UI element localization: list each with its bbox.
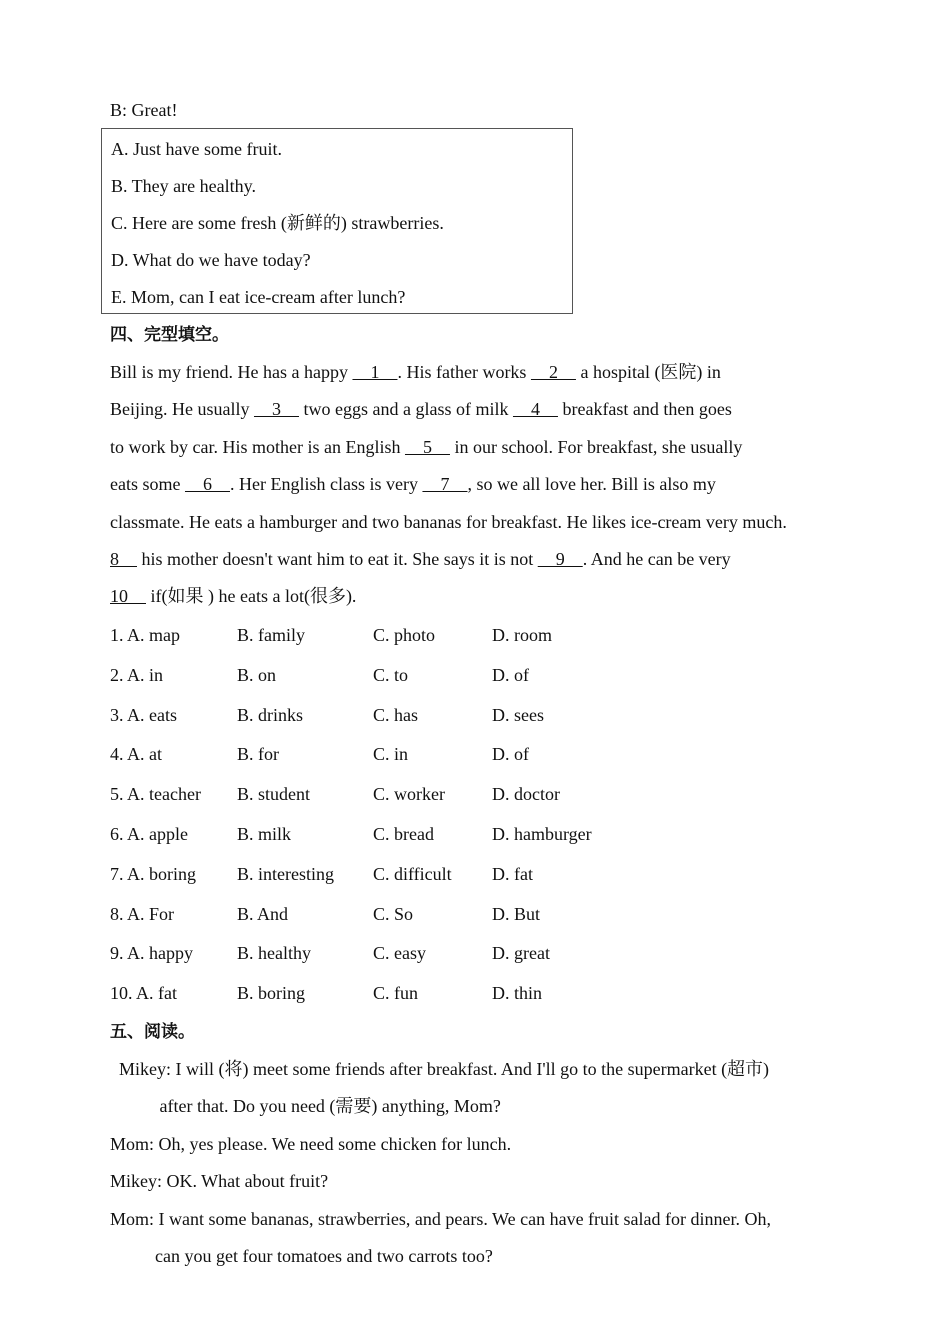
choice-option: B. on <box>237 664 277 685</box>
question-row <box>110 743 710 765</box>
question-row <box>110 664 710 686</box>
choice-option: D. of <box>492 744 529 765</box>
answer-blank: 1 <box>352 362 398 382</box>
choice-option: 1. A. map <box>110 625 180 645</box>
choice-option: C. fun <box>373 983 418 1004</box>
choice-option: 2. A. in <box>110 664 164 685</box>
dialogue-line: Mom: I want some bananas, strawberries, and pears. We can have fruit salad for dinner. Oh, <box>110 1208 772 1229</box>
question-row <box>110 863 710 885</box>
choice-option: B. And <box>237 903 289 924</box>
section-4-heading: 四、完型填空。 <box>110 325 229 345</box>
section-5-heading: 五、阅读。 <box>110 1022 195 1042</box>
passage-line <box>110 436 742 458</box>
passage-line <box>110 511 787 533</box>
choice-option: 6. A. apple <box>110 824 188 844</box>
passage-text: his mother doesn't want him to eat it. She says it is not <box>137 549 538 569</box>
passage-line <box>110 585 356 607</box>
choice-option: 5. A. teacher <box>110 784 201 805</box>
choice-option: 8. A. For <box>110 903 175 924</box>
choice-option: D. thin <box>492 983 543 1004</box>
choice-option: C. has <box>373 704 418 725</box>
choice-option: B. milk <box>237 824 292 844</box>
choice-option: B. for <box>237 744 279 765</box>
choice-option: D. But <box>492 903 541 924</box>
answer-blank: 7 <box>422 474 468 495</box>
choice-option: 10. A. fat <box>110 983 177 1004</box>
option-a: A. Just have some fruit. <box>111 139 282 159</box>
question-row <box>110 903 710 925</box>
choice-option: B. interesting <box>237 863 334 884</box>
choice-option: B. healthy <box>237 943 311 964</box>
passage-line <box>110 361 721 383</box>
choice-option: D. sees <box>492 704 544 725</box>
passage-line <box>110 398 732 420</box>
question-row <box>110 942 710 964</box>
choice-option: D. of <box>492 664 529 685</box>
choice-option: D. doctor <box>492 784 560 805</box>
choice-option: C. in <box>373 744 409 765</box>
choice-option: D. hamburger <box>492 824 592 844</box>
answer-blank: 8 <box>110 549 137 569</box>
answer-blank: 4 <box>512 399 558 420</box>
passage-text: eats some <box>110 474 185 495</box>
passage-text: Bill is my friend. He has a happy <box>110 362 353 382</box>
passage-line <box>110 548 731 570</box>
option-c: C. Here are some fresh (新鲜的) strawberries. <box>111 213 444 233</box>
passage-text: in our school. For breakfast, she usually <box>449 436 743 457</box>
answer-blank: 2 <box>530 362 576 382</box>
dialogue-line: after that. Do you need (需要) anything, Mom? <box>110 1096 501 1117</box>
option-e: E. Mom, can I eat ice-cream after lunch? <box>111 287 406 307</box>
answer-blank: 3 <box>253 399 299 420</box>
options-box <box>101 128 573 314</box>
answer-blank: 10 <box>110 586 146 607</box>
dialogue-line: Mikey: OK. What about fruit? <box>110 1171 329 1192</box>
choice-option: C. to <box>373 664 409 685</box>
question-row <box>110 783 710 805</box>
choice-option: C. worker <box>373 784 445 805</box>
answer-blank: 5 <box>404 436 450 457</box>
question-row <box>110 823 710 845</box>
passage-text: , so we all love her. Bill is also my <box>467 474 716 495</box>
passage-text: classmate. He eats a hamburger and two bananas for breakfast. He likes ice-cream very much. <box>110 511 787 532</box>
choice-option: C. difficult <box>373 863 452 884</box>
answer-blank: 9 <box>537 549 583 569</box>
choice-option: 3. A. eats <box>110 704 177 725</box>
question-row <box>110 624 710 646</box>
choice-option: D. room <box>492 625 552 645</box>
passage-line <box>110 473 716 495</box>
choice-option: B. student <box>237 784 311 805</box>
dialogue-line: B: Great! <box>110 100 178 120</box>
choice-option: C. easy <box>373 943 426 964</box>
question-row <box>110 982 710 1004</box>
choice-option: C. bread <box>373 824 434 844</box>
passage-text: breakfast and then goes <box>557 399 732 420</box>
question-row <box>110 704 710 726</box>
option-d: D. What do we have today? <box>111 250 311 270</box>
dialogue-line: Mom: Oh, yes please. We need some chicken for lunch. <box>110 1133 512 1154</box>
passage-text: . Her English class is very <box>229 474 423 495</box>
choice-option: B. drinks <box>237 704 304 725</box>
choice-option: B. boring <box>237 983 306 1004</box>
choice-option: C. So <box>373 903 414 924</box>
dialogue-line: Mikey: I will (将) meet some friends after breakfast. And I'll go to the supermarket (超市) <box>110 1059 770 1079</box>
choice-option: 4. A. at <box>110 744 162 765</box>
choice-option: 7. A. boring <box>110 863 197 884</box>
choice-option: 9. A. happy <box>110 943 193 964</box>
dialogue-line: can you get four tomatoes and two carrots too? <box>110 1246 493 1266</box>
passage-text: if(如果 ) he eats a lot(很多). <box>146 586 357 607</box>
passage-text: Beijing. He usually <box>110 399 254 420</box>
passage-text: . And he can be very <box>582 549 731 569</box>
answer-blank: 6 <box>184 474 230 495</box>
choice-option: C. photo <box>373 625 436 645</box>
passage-text: to work by car. His mother is an English <box>110 436 405 457</box>
passage-text: two eggs and a glass of milk <box>298 399 513 420</box>
option-b: B. They are healthy. <box>111 176 256 196</box>
passage-text: . His father works <box>397 362 531 382</box>
choice-option: D. great <box>492 943 550 964</box>
passage-text: a hospital (医院) in <box>575 362 721 382</box>
choice-option: D. fat <box>492 863 533 884</box>
choice-option: B. family <box>237 625 305 645</box>
